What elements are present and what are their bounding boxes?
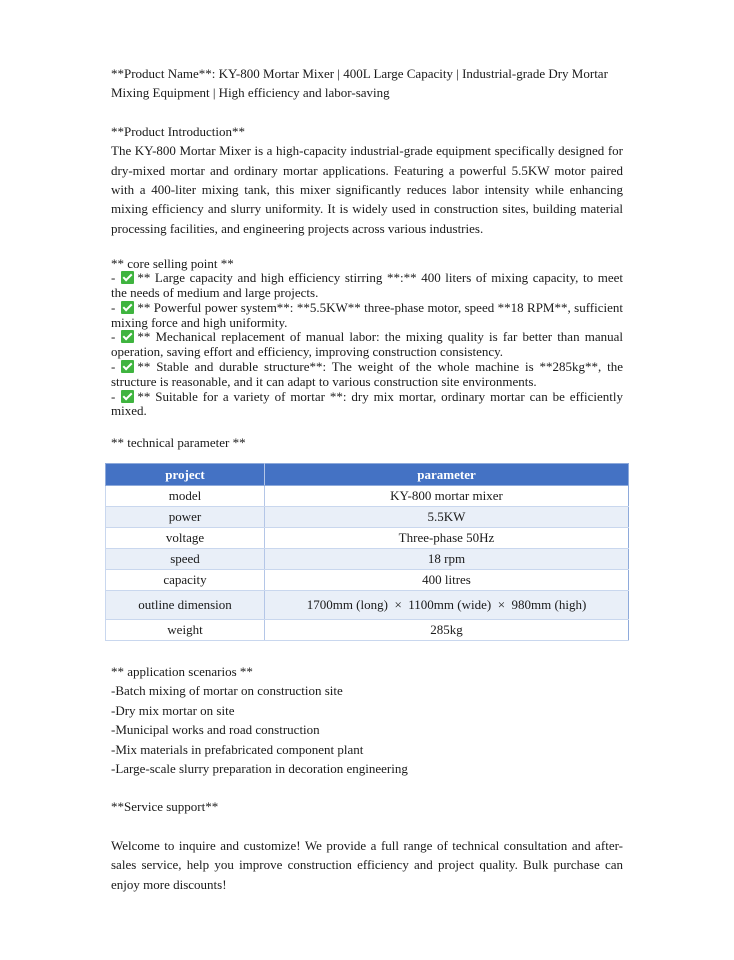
service-heading: **Service support** <box>111 799 219 815</box>
param-name: voltage <box>106 528 265 549</box>
selling-point-text: ** Suitable for a variety of mortar **: dry mix mortar, ordinary mortar can be efficiently mixed. <box>111 388 623 419</box>
param-value: 400 litres <box>265 570 629 591</box>
product-name-line1: **Product Name**: KY-800 Mortar Mixer | 400L Large Capacity | Industrial-grade Dry Mortar <box>111 66 608 81</box>
param-name: model <box>106 486 265 507</box>
param-name: weight <box>106 620 265 641</box>
table-row <box>106 528 629 549</box>
document-page <box>111 64 623 450</box>
technical-parameter-table <box>105 463 629 641</box>
introduction-heading: **Product Introduction** <box>111 123 245 139</box>
table-row <box>106 591 629 620</box>
technical-heading: ** technical parameter ** <box>111 435 246 451</box>
param-value: 18 rpm <box>265 549 629 570</box>
selling-points-list <box>111 271 623 419</box>
scenario-item: -Large-scale slurry preparation in decoration engineering <box>111 761 408 777</box>
scenario-item: -Municipal works and road construction <box>111 722 320 738</box>
check-mark-icon <box>121 360 134 373</box>
table-header-row <box>106 464 629 486</box>
selling-point: - ** Powerful power system**: **5.5KW** three-phase motor, speed **18 RPM**, sufficient mixing force and high uniformity. <box>111 299 623 330</box>
application-scenarios <box>111 662 623 778</box>
selling-point-text: ** Large capacity and high efficiency stirring **:** 400 liters of mixing capacity, to meet the needs of medium and large projects. <box>111 270 623 301</box>
after-table-section <box>111 662 623 894</box>
table-row <box>106 549 629 570</box>
param-value: 1700mm (long) × 1100mm (wide) × 980mm (high) <box>265 591 629 620</box>
param-value: Three-phase 50Hz <box>265 528 629 549</box>
table-row <box>106 570 629 591</box>
product-name-line2: Mixing Equipment | High efficiency and labor-saving <box>111 85 390 101</box>
scenario-item: -Dry mix mortar on site <box>111 702 235 718</box>
param-name: capacity <box>106 570 265 591</box>
selling-point: - ** Stable and durable structure**: The weight of the whole machine is **285kg**, the structure is reasonable, and it can adapt to various construction site environments. <box>111 359 623 389</box>
scenario-item: -Batch mixing of mortar on construction site <box>111 683 343 699</box>
param-value: 285kg <box>265 620 629 641</box>
check-mark-icon <box>121 271 134 284</box>
selling-point-text: ** Powerful power system**: **5.5KW** three-phase motor, speed **18 RPM**, sufficient mixing force and high uniformity. <box>111 299 623 330</box>
table-row <box>106 620 629 641</box>
table-row <box>106 486 629 507</box>
product-name <box>111 64 623 103</box>
scenarios-heading: ** application scenarios ** <box>111 664 253 679</box>
selling-point: - ** Mechanical replacement of manual labor: the mixing quality is far better than manual operation, saving effort and efficiency, improving construction consistency. <box>111 329 623 360</box>
param-name: outline dimension <box>106 591 265 620</box>
column-header-parameter: parameter <box>265 464 629 486</box>
selling-points-heading: ** core selling point ** <box>111 256 234 272</box>
check-mark-icon <box>121 390 134 403</box>
selling-point-text: ** Stable and durable structure**: The weight of the whole machine is **285kg**, the structure is reasonable, and it can adapt to various construction site environments. <box>111 359 623 389</box>
param-value: 5.5KW <box>265 507 629 528</box>
check-mark-icon <box>121 330 134 343</box>
table-row <box>106 507 629 528</box>
check-mark-icon <box>121 301 134 314</box>
param-name: speed <box>106 549 265 570</box>
introduction-body: The KY-800 Mortar Mixer is a high-capacity industrial-grade equipment specifically designed for dry-mixed mortar and ordinary mortar applications. Featuring a powerful 5.5KW motor paired with a 400-liter mixing tank, this mixer significantly reduces labor intensity while enhancing mixing efficiency and slurry uniformity. It is widely used in construction sites, building material processing facilities, and engineering projects across various industries. <box>111 143 623 236</box>
column-header-project: project <box>106 464 265 486</box>
service-body: Welcome to inquire and customize! We provide a full range of technical consultation and after-sales service, help you improve construction efficiency and project quality. Bulk purchase can enjoy more discounts! <box>111 837 623 892</box>
scenario-item: -Mix materials in prefabricated component plant <box>111 741 364 757</box>
param-value: KY-800 mortar mixer <box>265 486 629 507</box>
selling-point: - ** Large capacity and high efficiency stirring **:** 400 liters of mixing capacity, to meet the needs of medium and large projects. <box>111 270 623 301</box>
param-name: power <box>106 507 265 528</box>
selling-point-text: ** Mechanical replacement of manual labor: the mixing quality is far better than manual operation, saving effort and efficiency, improving construction consistency. <box>111 329 623 360</box>
selling-point: - ** Suitable for a variety of mortar **: dry mix mortar, ordinary mortar can be efficiently mixed. <box>111 388 623 419</box>
